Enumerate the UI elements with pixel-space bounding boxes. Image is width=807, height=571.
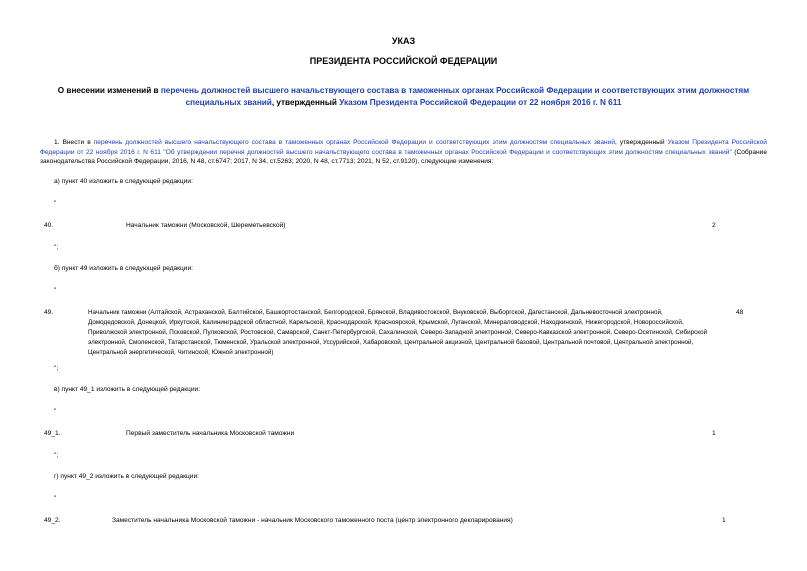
item-b-label: б) пункт 49 изложить в следующей редакции: bbox=[54, 265, 194, 272]
close-quote: "; bbox=[54, 244, 59, 251]
row-40-count: 2 bbox=[712, 222, 716, 229]
document-subtitle: ПРЕЗИДЕНТА РОССИЙСКОЙ ФЕДЕРАЦИИ bbox=[309, 56, 498, 66]
intro-part-1: 1. Внести в bbox=[54, 139, 94, 146]
row-49-1-number: 49_1. bbox=[44, 430, 61, 437]
row-49-count: 48 bbox=[736, 309, 744, 316]
intro-list-link[interactable]: перечень должностей высшего начальствующего состава в таможенных органах Российской Федерации и соответствующих этим должностям специальных званий bbox=[93, 139, 616, 146]
heading-prefix: О внесении изменений в bbox=[57, 86, 161, 95]
open-quote: " bbox=[54, 200, 57, 207]
row-49-1-text: Первый заместитель начальника Московской таможни bbox=[126, 430, 295, 437]
item-v-label: в) пункт 49_1 изложить в следующей редакции: bbox=[54, 386, 201, 393]
close-quote: "; bbox=[54, 365, 59, 372]
intro-decree-link[interactable]: Указом Президента Российской Федерации от 22 ноября 2016 г. N 611 "Об утверждении перечня должностей высшего начальствующего состава в таможенных органах Российской Федерации и соответствующих этим должностям специальных званий" bbox=[40, 139, 767, 156]
document-title: УКАЗ bbox=[391, 36, 416, 46]
document-heading bbox=[40, 85, 767, 109]
heading-middle: , утвержденный bbox=[271, 98, 340, 107]
row-49-2-number: 49_2. bbox=[44, 517, 61, 524]
open-quote: " bbox=[54, 408, 57, 415]
item-g-label: г) пункт 49_2 изложить в следующей редакции: bbox=[54, 473, 199, 480]
heading-decree-link[interactable]: Указом Президента Российской Федерации от 22 ноября 2016 г. N 611 bbox=[339, 98, 622, 107]
open-quote: " bbox=[54, 287, 57, 294]
row-40-text: Начальник таможни (Московской, Шереметьевской) bbox=[126, 222, 286, 229]
intro-part-2: , утвержденный bbox=[615, 139, 668, 146]
row-49-2-text: Заместитель начальника Московской таможни - начальник Московского таможенного поста (центр электронного декларирования) bbox=[112, 517, 513, 524]
intro-paragraph bbox=[40, 138, 767, 167]
open-quote: " bbox=[54, 495, 57, 502]
row-49-2-count: 1 bbox=[722, 517, 726, 524]
row-49-text: Начальник таможни (Алтайской, Астраханской, Балтийской, Башкортостанской, Белгородской, Брянской, Владивостокской, Внуковской, Выборгской, Дагестанской, Дальневосточной электронной, Домодедовской, Донецкой, Иркутской, Калининградской областной, Карельской, Краснодарской, Красноярской, Крымской, Луганской, Минераловодской, Находкинской, Нижегородской, Новороссийской, Приволжской электронной, Псковской, Пулковской, Ростовской, Самарской, Санкт-Петербургской, Сахалинской, Северо-Западной электронной, Северо-Кавказской электронной, Северо-Осетинской, Сибирской электронной, Смоленской, Татарстанской, Тюменской, Уральской электронной, Уссурийской, Хабаровской, Центральной акцизной, Центральной базовой, Центральной почтовой, Центральной электронной, Центральной энергетической, Читинской, Южной электронной) bbox=[88, 309, 708, 356]
close-quote: "; bbox=[54, 452, 59, 459]
row-40-number: 40. bbox=[44, 222, 54, 229]
intro-part-3: (Собрание законодательства Российской Федерации, 2016, N 48, ст.6747; 2017, N 34, ст.5263; 2020, N 48, ст.7713; 2021, N 52, ст.9120), следующие изменения: bbox=[40, 148, 767, 166]
item-a-label: а) пункт 40 изложить в следующей редакции: bbox=[54, 178, 193, 185]
row-49-number: 49. bbox=[44, 309, 54, 316]
heading-list-link[interactable]: перечень должностей высшего начальствующего состава в таможенных органах Российской Федерации и соответствующих этим должностям специальных званий bbox=[160, 86, 750, 107]
row-49-1-count: 1 bbox=[712, 430, 716, 437]
